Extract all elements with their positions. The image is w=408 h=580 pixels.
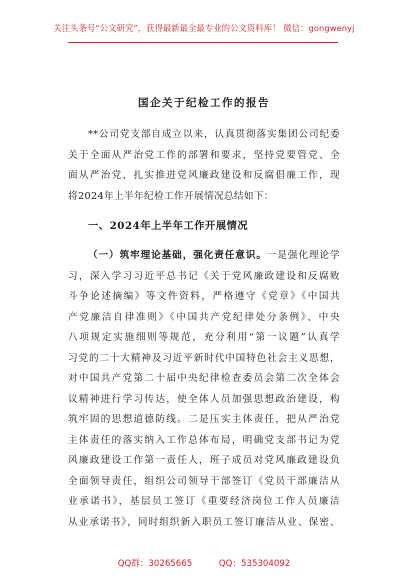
footer [0,557,408,569]
document-title: 国企关于纪检工作的报告 [138,97,270,109]
paragraph-line: 对中国共产党第二十届中央纪律检查委员会第二次全体会 [68,373,340,384]
main-paragraph [68,246,340,533]
footer-qq-group: QQ群：30265665 [117,559,193,569]
paragraph-line [68,246,340,267]
header-rule [68,42,338,43]
section-heading: 一、2024年上半年工作开展情况 [88,220,249,232]
paragraph-line: 从业承诺书》，同时组织新入职员工签订廉洁从业、保密、 [68,516,340,528]
paragraph-line: 筑牢固的思想道德防线。二是压实主体责任，把从严治党 [68,414,340,425]
paragraph-line: 业承诺书》，基层员工签订《重要经济岗位工作人员廉洁 [68,496,340,507]
paragraph-line: 八项规定实施细则等规范，充分利用“第一议题”认真学 [68,332,340,343]
paragraph-line: 斗争论述摘编》等文件资料，严格遵守《党章》《中国共 [68,291,340,302]
paragraph-line: 习党的二十大精神及习近平新时代中国特色社会主义思想， [68,352,340,364]
header-banner: 关注头条号“公文研究”，获得最新最全最专业的公文资料库！ 微信：gongwenyj [53,23,355,33]
intro-line: 将2024年上半年纪检工作开展情况总结如下： [68,190,274,202]
intro-paragraph [68,125,340,207]
paragraph-line: 风廉政建设工作第一责任人，班子成员对党风廉政建设负 [68,455,340,466]
intro-line: 面从严治党，扎实推进党风廉政建设和反腐倡廉工作，现 [68,170,340,181]
paragraph-line: 产党廉洁自律准则》《中国共产党纪律处分条例》、中央 [68,311,340,323]
paragraph-line: 习，深入学习习近平总书记《关于党风廉政建设和反腐败 [68,270,340,282]
intro-line: 关于全面从严治党工作的部署和要求，坚持党要管党、全 [68,149,340,161]
paragraph-lead-text: 一是强化理论学 [266,250,340,261]
paragraph-line: 议精神进行学习传达，使全体人员加强思想政治建设，构 [68,393,340,405]
paragraph-line: 全面领导责任，组织公司领导干部签订《党员干部廉洁从 [68,475,340,487]
intro-line: **公司党支部自成立以来，认真贯彻落实集团公司纪委 [88,129,340,140]
sub-heading: （一）筑牢理论基础，强化责任意识。 [88,250,267,261]
paragraph-line: 主体责任的落实纳入工作总体布局，明确党支部书记为党 [68,434,340,446]
footer-qq: QQ：535304092 [218,559,291,569]
